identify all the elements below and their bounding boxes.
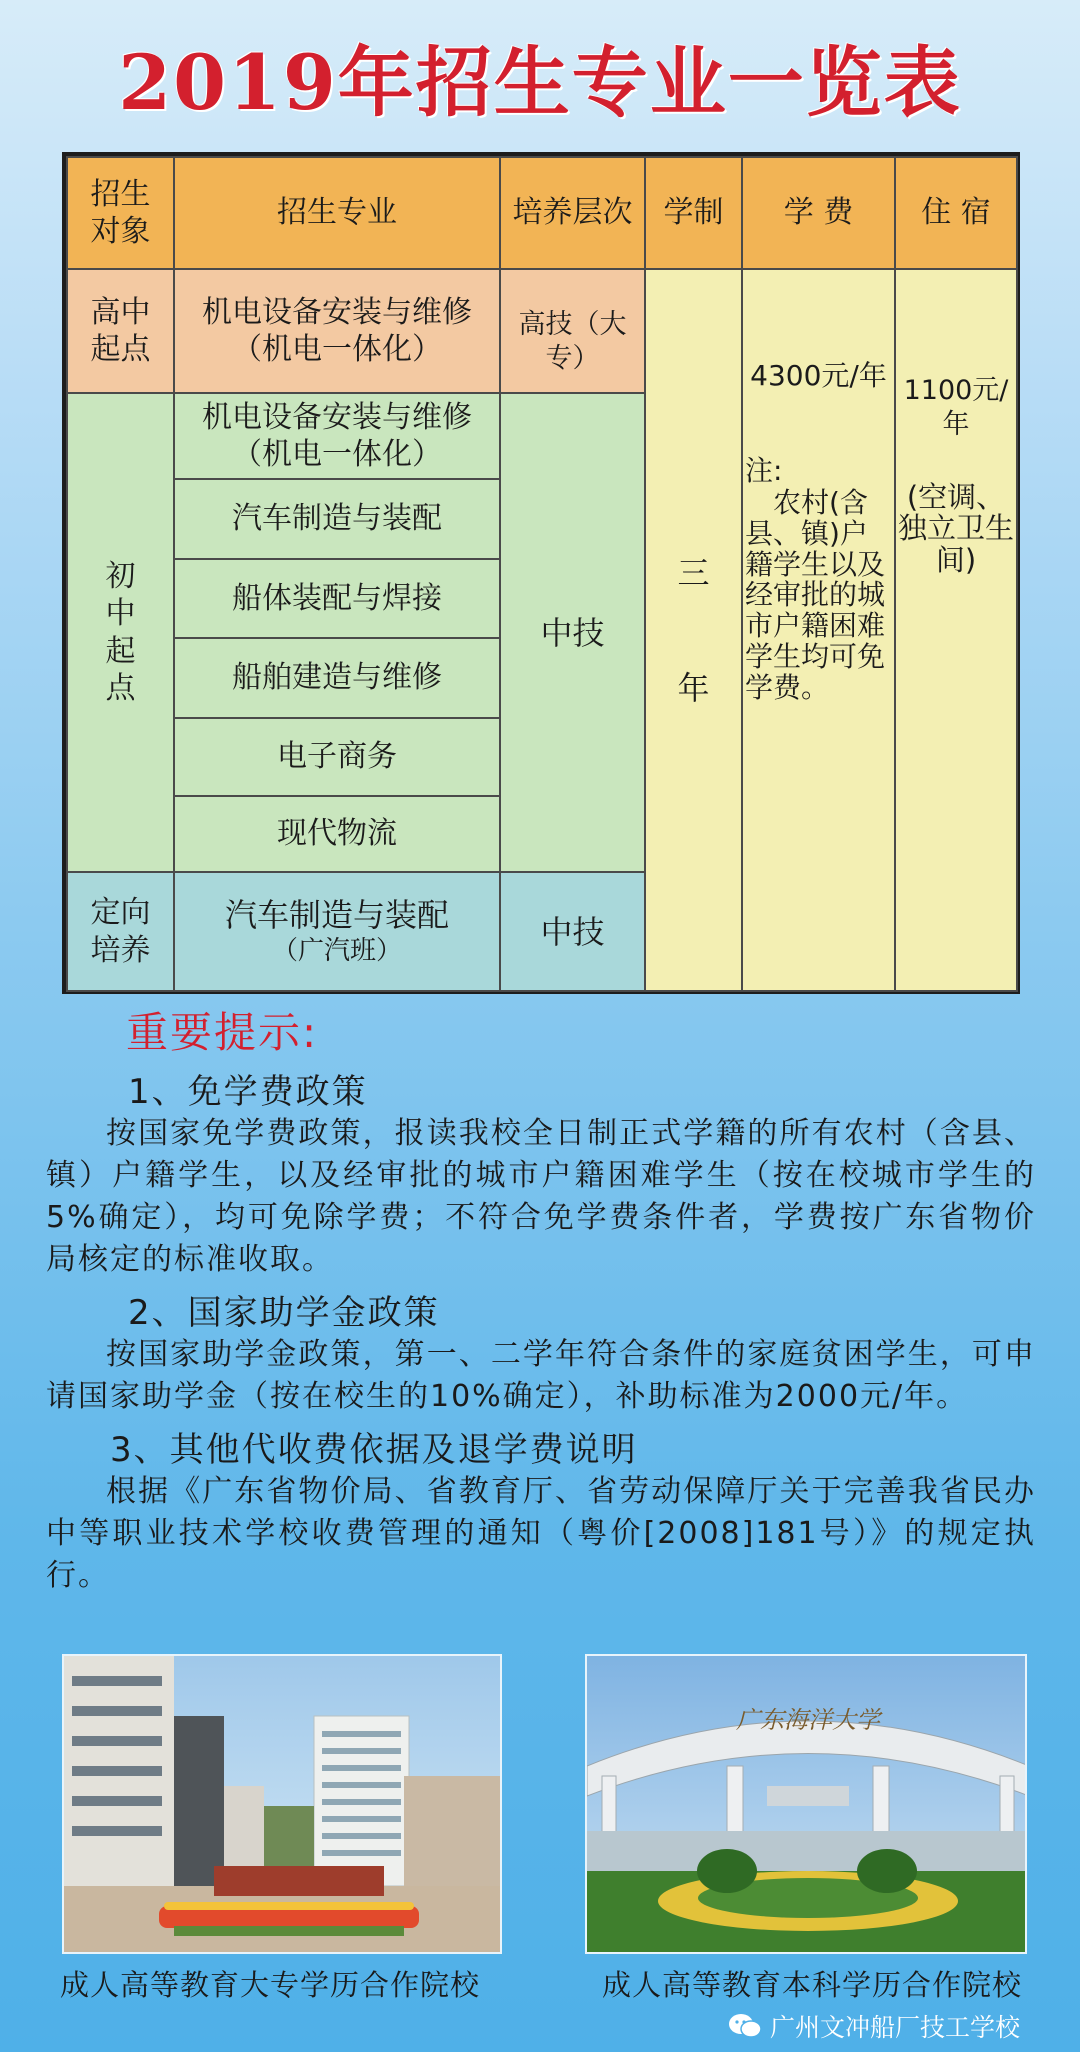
admissions-table: [62, 152, 1020, 994]
target-dingxiang: 定向 培养: [67, 872, 174, 991]
major-cell: 电子商务: [174, 718, 500, 796]
major-cell: 机电设备安装与维修 （机电一体化）: [174, 393, 500, 479]
target-chuzhong: 初 中 起 点: [67, 393, 174, 872]
tuition-cell: [742, 269, 895, 991]
major-subtitle: （广汽班）: [271, 936, 402, 967]
tuition-note-label: 注:: [745, 454, 783, 487]
gate-sign: 广东海洋大学: [736, 1706, 880, 1734]
header-dorm: 住 宿: [895, 157, 1017, 269]
page-title: 2019年招生专业一览表: [118, 38, 962, 127]
notice-title: 重要提示:: [126, 1008, 319, 1057]
watermark-text: 广州文冲船厂技工学校: [770, 2013, 1021, 2042]
header-duration: 学制: [645, 157, 742, 269]
wechat-watermark: [728, 2008, 1020, 2044]
dorm-cell: [895, 269, 1017, 991]
major-cell: [174, 872, 500, 991]
major-cell: 船舶建造与维修: [174, 638, 500, 718]
tuition-amount: 4300元/年: [750, 359, 887, 392]
target-gaozhong: 高中 起点: [67, 269, 174, 393]
dorm-amount: 1100元/年: [903, 375, 1009, 440]
section-heading: 3、其他代收费依据及退学费说明: [110, 1430, 638, 1470]
level-gaoji: 高技（大专）: [500, 269, 645, 393]
campus-photo-left: [62, 1654, 502, 1954]
level-zhongji: 中技: [500, 393, 645, 872]
dorm-note: (空调、独立卫生间): [897, 479, 1014, 578]
level-zhongji: 中技: [500, 872, 645, 991]
section-text: 根据《广东省物价局、省教育厅、省劳动保障厅关于完善我省民办中等职业技术学校收费管理的通知（粤价[2008]181号）》的规定执行。: [46, 1474, 1036, 1593]
major-cell: 现代物流: [174, 796, 500, 872]
section-text: 按国家免学费政策，报读我校全日制正式学籍的所有农村（含县、镇）户籍学生，以及经审批的城市户籍困难学生（按在校城市学生的5%确定），均可免除学费；不符合免学费条件者，学费按广东省物价局核定的标准收取。: [46, 1116, 1036, 1277]
section-heading: 1、免学费政策: [128, 1072, 368, 1112]
notice-section: [46, 1000, 1036, 1597]
major-cell: 船体装配与焊接: [174, 559, 500, 638]
header-target: 招生 对象: [67, 157, 174, 269]
tuition-note: 农村(含县、镇)户籍学生以及经审批的城市户籍困难学生均可免学费。: [745, 486, 886, 704]
header-level: 培养层次: [500, 157, 645, 269]
photo-caption-right: 成人高等教育本科学历合作院校: [602, 1968, 1023, 2002]
major-cell: 机电设备安装与维修 （机电一体化）: [174, 269, 500, 393]
header-major: 招生专业: [174, 157, 500, 269]
photo-caption-left: 成人高等教育大专学历合作院校: [60, 1968, 481, 2002]
campus-photo-right: [585, 1654, 1027, 1954]
major-name: 汽车制造与装配: [224, 896, 449, 935]
header-tuition: 学 费: [742, 157, 895, 269]
wechat-icon: [728, 2012, 762, 2040]
section-text: 按国家助学金政策，第一、二学年符合条件的家庭贫困学生，可申请国家助学金（按在校生的10%确定），补助标准为2000元/年。: [46, 1337, 1036, 1414]
duration-cell: 三 年: [645, 269, 742, 991]
section-heading: 2、国家助学金政策: [128, 1293, 440, 1333]
major-cell: 汽车制造与装配: [174, 479, 500, 559]
